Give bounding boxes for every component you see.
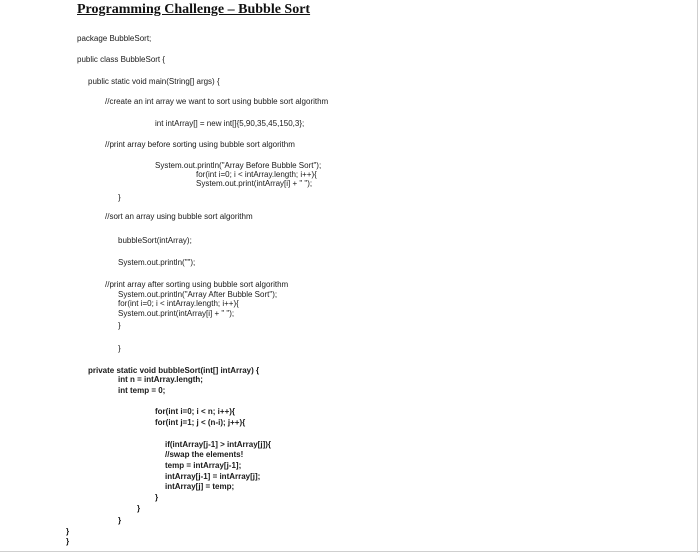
code-comment-create-array: //create an int array we want to sort using bubble sort algorithm xyxy=(105,97,329,106)
code-line-close-class: } xyxy=(66,537,70,546)
code-line-array-init: int intArray[] = new int[]{5,90,35,45,150,3}; xyxy=(155,119,305,128)
code-line-println-before: System.out.println("Array Before Bubble Sort"); xyxy=(155,161,322,170)
code-line-println-empty: System.out.println(""); xyxy=(118,258,196,267)
code-line-print-element-1: System.out.print(intArray[i] + " "); xyxy=(196,179,313,188)
code-line-for-loop-2: for(int i=0; i < intArray.length; i++){ xyxy=(118,299,239,308)
code-comment-sort-array: //sort an array using bubble sort algorithm xyxy=(105,212,253,221)
code-line-close-outer-for: } xyxy=(118,516,122,525)
code-line-close-sort: } xyxy=(66,527,70,536)
code-line-for-loop-1: for(int i=0; i < intArray.length; i++){ xyxy=(196,170,317,179)
code-line-class-declaration: public class BubbleSort { xyxy=(77,55,166,64)
code-line-close-for-1: } xyxy=(118,193,121,202)
code-line-swap-2: intArray[j-1] = intArray[j]; xyxy=(165,472,261,481)
code-line-call-bubble-sort: bubbleSort(intArray); xyxy=(118,236,192,245)
page-edge-bottom xyxy=(0,551,700,552)
code-line-sort-declaration: private static void bubbleSort(int[] intArray) { xyxy=(88,366,260,375)
document-title: Programming Challenge – Bubble Sort xyxy=(77,2,311,17)
code-line-swap-3: intArray[j] = temp; xyxy=(165,482,235,491)
code-line-if-condition: if(intArray[j-1] > intArray[j]){ xyxy=(165,440,272,449)
code-line-inner-for: for(int j=1; j < (n-i); j++){ xyxy=(155,418,246,427)
code-line-temp-declaration: int temp = 0; xyxy=(118,386,166,395)
code-comment-print-after: //print array after sorting using bubble sort algorithm xyxy=(105,280,289,289)
code-line-outer-for: for(int i=0; i < n; i++){ xyxy=(155,407,236,416)
code-line-close-for-2: } xyxy=(118,321,121,330)
code-line-n-declaration: int n = intArray.length; xyxy=(118,375,203,384)
page-edge-right xyxy=(697,0,698,553)
code-line-close-inner-for: } xyxy=(137,504,141,513)
code-line-close-main: } xyxy=(118,344,121,353)
code-line-println-after: System.out.println("Array After Bubble Sort"); xyxy=(118,290,278,299)
code-line-main-declaration: public static void main(String[] args) { xyxy=(88,77,220,86)
code-line-swap-1: temp = intArray[j-1]; xyxy=(165,461,242,470)
code-comment-swap: //swap the elements! xyxy=(165,450,244,459)
code-line-close-if: } xyxy=(155,493,159,502)
code-line-package: package BubbleSort; xyxy=(77,34,152,43)
code-line-print-element-2: System.out.print(intArray[i] + " "); xyxy=(118,309,235,318)
code-comment-print-before: //print array before sorting using bubble sort algorithm xyxy=(105,140,295,149)
